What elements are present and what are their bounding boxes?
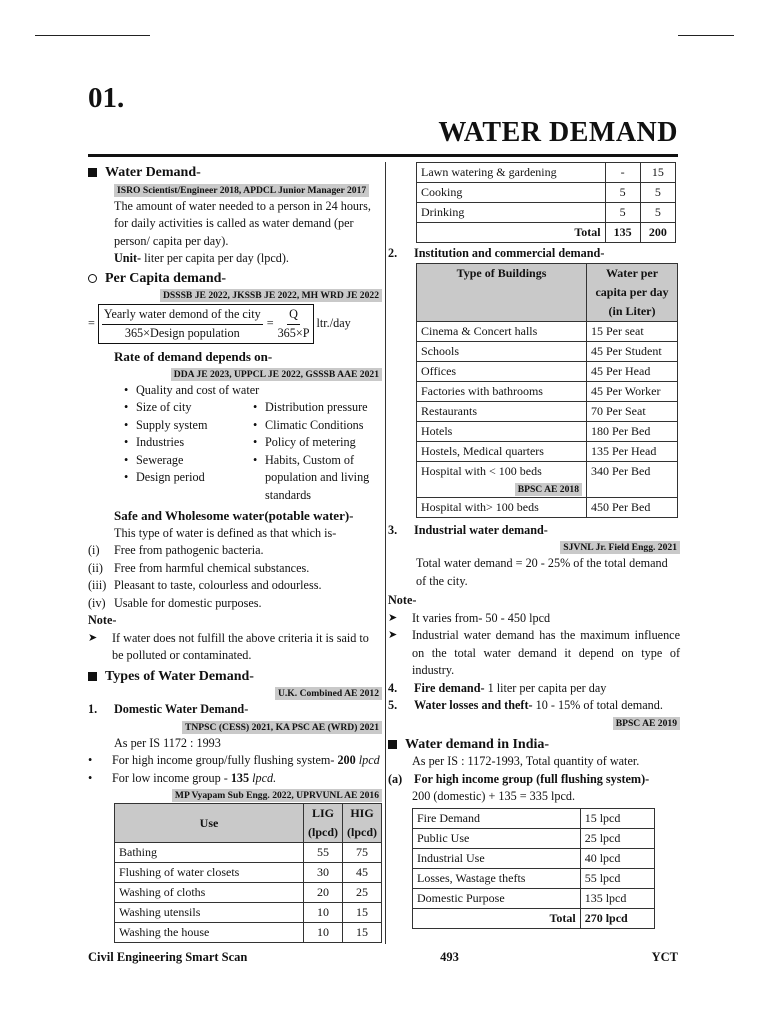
safe-heading: Safe and Wholesome water(potable water)- xyxy=(114,508,354,523)
table-row: Offices 45 Per Head xyxy=(417,361,678,381)
list-item: • Design period xyxy=(124,469,253,487)
high-income-calc: 200 (domestic) + 135 = 335 lpcd. xyxy=(412,789,576,803)
industrial-heading: 3. Industrial water demand- xyxy=(388,522,548,537)
domestic-use-table-continued: Lawn watering & gardening - 15 Cooking 5 5 Drinking 5 5 Total 135 200 xyxy=(416,162,676,243)
institution-table: Type of Buildings Water per capita per day (in Liter) Cinema & Concert halls 15 Per seat Schools 45 Per Student Offices 45 Per Head Factories with bathrooms 45 Per Worker Restaurants 70 Per Seat Hotels 180 Per Bed Hostels, Medical quarters 135 Per Head Hospital with < 100 beds BPSC AE 2018 340 Per Bed Hospital with> 100 beds 450 Per Bed xyxy=(416,263,678,518)
formula-numerator: Yearly water demond of the city xyxy=(102,306,263,325)
left-column xyxy=(88,162,382,943)
section-heading-water-demand: Water Demand- xyxy=(88,164,382,182)
formula-denominator: 365×Design population xyxy=(124,325,240,340)
rate-factors: • Quality and cost of water • Size of city • Supply system • Industries • Sewerage • Design period • Distribution pressure • Climatic Conditions • Policy of metering • Habits, Custom of population and living standards xyxy=(88,382,382,505)
domestic-heading: 1. Domestic Water Demand- xyxy=(88,702,249,716)
bullet-icon: • xyxy=(124,452,129,467)
bullet-icon: • xyxy=(253,435,258,449)
note-label: Note- xyxy=(88,613,117,627)
rate-heading: Rate of demand depends on- xyxy=(114,349,273,364)
table-row: Industrial Use 40 lpcd xyxy=(413,848,655,868)
note-item: ➤ It varies from- 50 - 450 lpcd xyxy=(388,610,680,628)
table-row: Hotels 180 Per Bed xyxy=(417,421,678,441)
exam-tag: BPSC AE 2018 xyxy=(515,483,582,496)
table-row: Public Use 25 lpcd xyxy=(413,828,655,848)
footer-publisher: YCT xyxy=(651,950,678,964)
arrow-icon: ➤ xyxy=(388,611,398,624)
table-row: Cinema & Concert halls 15 Per seat xyxy=(417,321,678,341)
table-row: Factories with bathrooms 45 Per Worker xyxy=(417,381,678,401)
list-item: (iii) Pleasant to taste, colourless and odourless. xyxy=(88,578,322,592)
bullet-icon: • xyxy=(124,417,129,432)
note-list xyxy=(388,610,680,680)
list-item: • Distribution pressure xyxy=(253,399,382,417)
section-heading-types: Types of Water Demand- xyxy=(88,668,382,686)
table-row: Washing utensils 10 15 xyxy=(115,903,382,923)
table-row: Losses, Wastage thefts 55 lpcd xyxy=(413,868,655,888)
table-row: Washing the house 10 15 xyxy=(115,923,382,943)
exam-tag: DDA JE 2023, UPPCL JE 2022, GSSSB AAE 2021 xyxy=(171,368,382,381)
exam-tag: DSSSB JE 2022, JKSSB JE 2022, MH WRD JE 2022 xyxy=(160,289,382,302)
bullet-icon: • xyxy=(124,400,129,414)
india-is: As per IS : 1172-1993, Total quantity of water. xyxy=(412,754,640,768)
note-item: ➤ Industrial water demand has the maximum influence on the total water demand it depend on type of industry. xyxy=(388,627,680,680)
water-losses: 5. Water losses and theft- 10 - 15% of total demand. xyxy=(388,698,663,712)
chapter-number: 01. xyxy=(88,82,125,114)
water-demand-definition: The amount of water needed to a person in 24 hours, for daily activities is called as water demand (per person/ capita per day). xyxy=(114,198,371,248)
exam-tag: U.K. Combined AE 2012 xyxy=(275,687,382,700)
col-hig: HIG (lpcd) xyxy=(343,804,382,843)
footer-book-title: Civil Engineering Smart Scan xyxy=(88,950,248,964)
exam-tag: BPSC AE 2019 xyxy=(613,717,680,730)
safe-intro: This type of water is defined as that which is- xyxy=(114,525,337,540)
chapter-title: WATER DEMAND xyxy=(438,117,678,148)
col-use: Use xyxy=(115,804,304,843)
column-divider xyxy=(385,162,386,944)
india-demand-table: Fire Demand 15 lpcd Public Use 25 lpcd Industrial Use 40 lpcd Losses, Wastage thefts 55 lpcd Domestic Purpose 135 lpcd Total 270 lpcd xyxy=(412,808,655,929)
square-bullet-icon xyxy=(388,740,397,749)
header-rule-right xyxy=(678,35,734,36)
table-row: Hospital with < 100 beds BPSC AE 2018 340 Per Bed xyxy=(417,461,678,497)
header-rule-left xyxy=(35,35,150,36)
list-item: • Sewerage xyxy=(124,452,253,470)
footer-page-number: 493 xyxy=(440,950,459,964)
exam-tag: MP Vyapam Sub Engg. 2022, UPRVUNL AE 2016 xyxy=(172,789,382,802)
industrial-text: Total water demand = 20 - 25% of the total demand of the city. xyxy=(416,556,668,588)
table-row: Bathing 55 75 xyxy=(115,843,382,863)
list-item: • Industries xyxy=(124,434,253,452)
table-row: Washing of cloths 20 25 xyxy=(115,883,382,903)
note-label: Note- xyxy=(388,593,417,607)
per-capita-formula: = $\frac{\text{Yearly water demond of the city}}{\text{365×Design population}}$ = $\frac{Q}{365\times P}$ ltr./day xyxy=(88,304,382,344)
table-row: Hostels, Medical quarters 135 Per Head xyxy=(417,441,678,461)
bullet-icon: • xyxy=(253,400,258,414)
arrow-icon: ➤ xyxy=(388,629,398,641)
hig-line: • For high income group/fully flushing system- 200 lpcd xyxy=(88,753,380,767)
page-footer xyxy=(88,950,678,965)
square-bullet-icon xyxy=(88,672,97,681)
exam-tag: TNPSC (CESS) 2021, KA PSC AE (WRD) 2021 xyxy=(182,721,382,734)
fire-demand: 4. Fire demand- 1 liter per capita per day xyxy=(388,680,607,695)
list-item: (iv) Usable for domestic purposes. xyxy=(88,595,262,610)
bullet-icon: • xyxy=(253,452,258,467)
formula-unit: ltr./day xyxy=(316,316,351,331)
table-row: Drinking 5 5 xyxy=(417,203,676,223)
table-row: Hospital with> 100 beds 450 Per Bed xyxy=(417,497,678,517)
safe-list xyxy=(88,542,382,612)
right-column xyxy=(388,162,680,929)
bullet-icon: • xyxy=(124,470,129,484)
title-rule xyxy=(88,154,678,157)
institution-heading: 2. Institution and commercial demand- xyxy=(388,246,605,260)
table-row: Flushing of water closets 30 45 xyxy=(115,863,382,883)
col-lig: LIG (lpcd) xyxy=(304,804,343,843)
section-heading-india: Water demand in India- xyxy=(388,736,680,754)
arrow-icon: ➤ xyxy=(88,631,98,644)
table-row: Lawn watering & gardening - 15 xyxy=(417,163,676,183)
list-item: • Habits, Custom of population and living standards xyxy=(253,452,382,505)
circle-bullet-icon xyxy=(88,274,97,283)
bullet-icon: • xyxy=(253,417,258,432)
list-item: • Size of city xyxy=(124,399,253,417)
list-item: • Supply system xyxy=(124,417,253,435)
table-row: Fire Demand 15 lpcd xyxy=(413,808,655,828)
table-row: Cooking 5 5 xyxy=(417,183,676,203)
list-item: • Policy of metering xyxy=(253,434,382,452)
section-heading-per-capita: Per Capita demand- xyxy=(88,270,382,288)
exam-tag: ISRO Scientist/Engineer 2018, APDCL Junior Manager 2017 xyxy=(114,184,369,197)
domestic-is: As per IS 1172 : 1993 xyxy=(114,735,221,750)
exam-tag: SJVNL Jr. Field Engg. 2021 xyxy=(560,541,680,554)
list-item: • Climatic Conditions xyxy=(253,417,382,435)
unit-line: Unit- liter per capita per day (lpcd). xyxy=(114,251,289,265)
domestic-use-table xyxy=(114,803,382,943)
high-income-heading: (a) For high income group (full flushing system)- xyxy=(388,771,650,786)
table-row: Restaurants 70 Per Seat xyxy=(417,401,678,421)
lig-line: • For low income group - 135 lpcd. xyxy=(88,770,277,785)
note-item: ➤ If water does not fulfill the above criteria it is said to be polluted or contaminated. xyxy=(88,630,382,665)
table-row: Domestic Purpose 135 lpcd xyxy=(413,888,655,908)
list-item: (ii) Free from harmful chemical substances. xyxy=(88,560,310,575)
bullet-icon: • xyxy=(124,435,129,449)
table-row: Schools 45 Per Student xyxy=(417,341,678,361)
square-bullet-icon xyxy=(88,168,97,177)
list-item: (i) Free from pathogenic bacteria. xyxy=(88,543,264,557)
